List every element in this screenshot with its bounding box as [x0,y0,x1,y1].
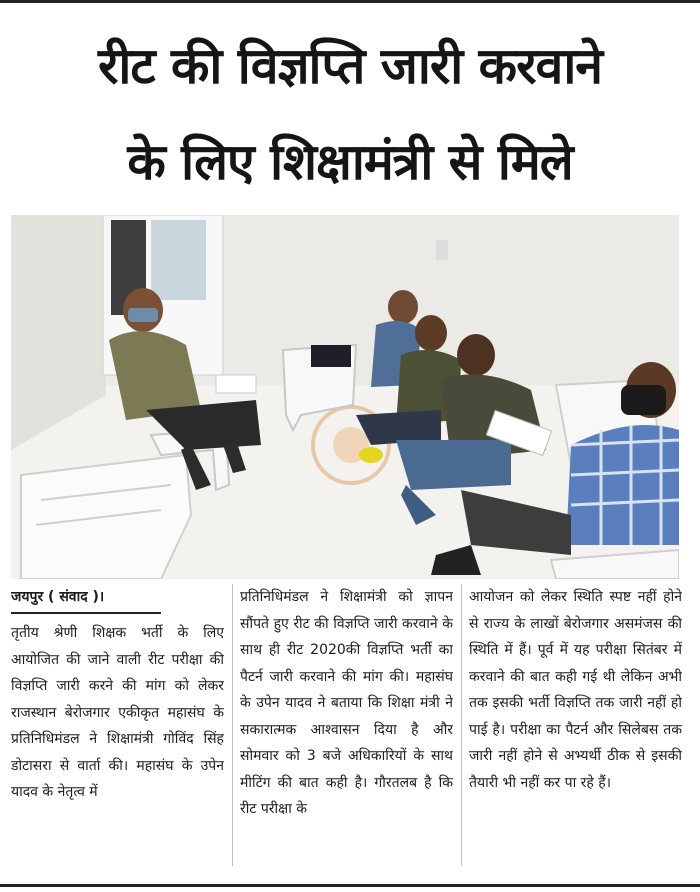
column-divider [232,584,233,866]
dateline-rule [11,612,161,614]
headline-line-1: रीट की विज्ञप्ति जारी करवाने [97,37,603,95]
column-3-text: आयोजन को लेकर स्थिति स्पष्ट नहीं होने से राज्य के लाखों बेरोजगार असमंजस की स्थिति में हैं। पूर्व में यह परीक्षा सितंबर में करवाने की बात कही गई थी लेकिन अभी तक इसकी भर्ती विज्ञप्ति तक जारी नहीं हो पाई है। परीक्षा का पैटर्न और सिलेबस तक जारी नहीं होने से अभ्यर्थी ठीक से इसकी तैयारी भी नहीं कर पा रहे हैं। [469,589,682,791]
headline-line-2: के लिए शिक्षामंत्री से मिले [127,133,573,191]
bottom-rule [0,884,700,887]
column-2-text: प्रतिनिधिमंडल ने शिक्षामंत्री को ज्ञापन सौंपते हुए रीट की विज्ञप्ति जारी करवाने के साथ ही रीट 2020की विज्ञप्ति भर्ती का पैटर्न जारी करवाने की मांग की। महासंघ के उपेन यादव ने बताया कि शिक्षा मंत्री ने सकारात्मक आश्वासन दिया है और सोमवार को 3 बजे अधिकारियों के साथ मीटिंग की बात कही है। गौरतलब है कि रीट परीक्षा के [240,589,453,817]
column-1-text: तृतीय श्रेणी शिक्षक भर्ती के लिए आयोजित की जाने वाली रीट परीक्षा की विज्ञप्ति जारी करने की मांग को लेकर राजस्थान बेरोजगार एकीकृत महासंघ के प्रतिनिधिमंडल ने शिक्षामंत्री गोविंद सिंह डोटासरा से वार्ता की। महासंघ के उपेन यादव के नेतृत्व में [11,625,224,800]
column-divider [461,584,462,866]
article-column-1 [11,584,224,874]
chair-left-front [21,455,191,579]
article-body [11,584,682,874]
wall-fixture [436,240,448,260]
news-photo [11,215,679,579]
door-glass [151,220,206,300]
top-rule [0,0,700,3]
dateline: जयपुर ( संवाद )। [11,589,105,605]
article-column-3 [469,584,682,874]
headline [0,18,700,210]
article-column-2 [240,584,453,874]
